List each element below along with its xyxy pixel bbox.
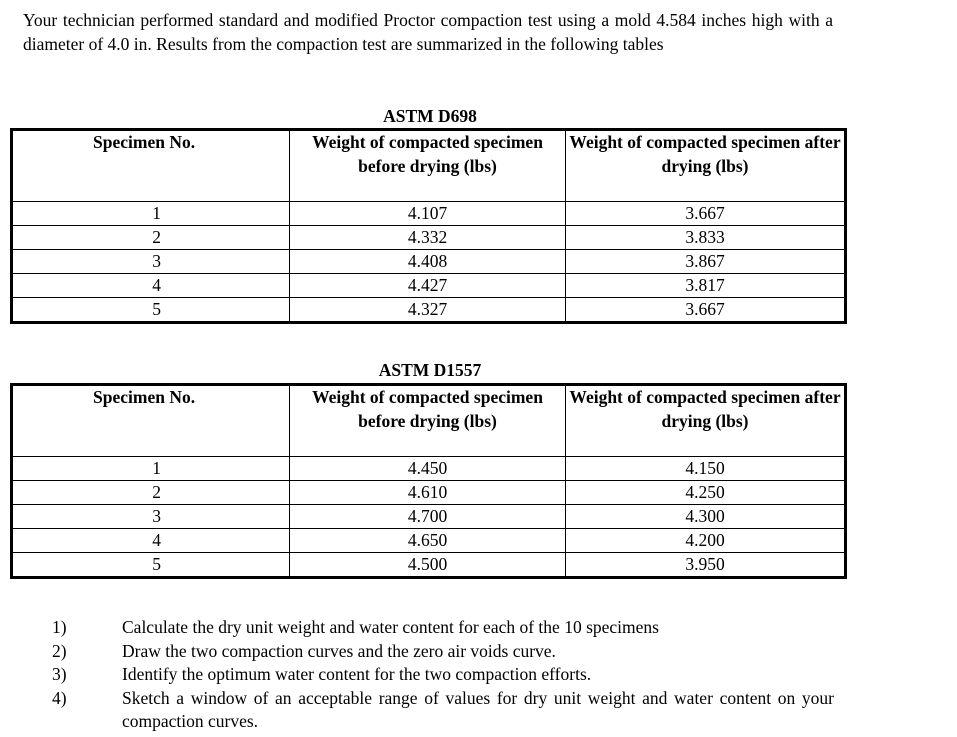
table-row (12, 250, 846, 274)
table1-caption: ASTM D698 (383, 106, 477, 126)
list-item (52, 640, 834, 664)
list-text: Calculate the dry unit weight and water content for each of the 10 specimens (122, 617, 659, 637)
table-row (12, 298, 846, 323)
table-row (12, 529, 846, 553)
table-cell: 4.300 (566, 505, 846, 529)
list-number: 2) (52, 640, 67, 661)
table-cell: 4 (12, 529, 290, 553)
table-cell: 2 (12, 226, 290, 250)
table-cell: 3 (12, 505, 290, 529)
table1-header-after: Weight of compacted specimen after drying (lbs) (566, 130, 846, 202)
table-cell: 1 (12, 202, 290, 226)
table-row (12, 553, 846, 578)
table-cell: 4.408 (290, 250, 566, 274)
table-cell: 2 (12, 481, 290, 505)
table-cell: 4.200 (566, 529, 846, 553)
table-row (12, 202, 846, 226)
table-cell: 4.150 (566, 457, 846, 481)
table-cell: 5 (12, 553, 290, 578)
list-item (52, 687, 834, 734)
table-cell: 4.500 (290, 553, 566, 578)
list-number: 1) (52, 617, 67, 637)
table-cell: 4.427 (290, 274, 566, 298)
table2 (10, 383, 847, 579)
list-item (52, 663, 834, 687)
table-cell: 3.867 (566, 250, 846, 274)
table1 (10, 128, 847, 324)
table-row (12, 505, 846, 529)
table-cell: 4.327 (290, 298, 566, 323)
table-row (12, 274, 846, 298)
table-cell: 3.833 (566, 226, 846, 250)
table-cell: 3.667 (566, 202, 846, 226)
table-cell: 4.250 (566, 481, 846, 505)
intro-paragraph: Your technician performed standard and modified Proctor compaction test using a mold 4.584 inches high with a diameter of 4.0 in. Results from the compaction test are summarized in the following tables (23, 10, 833, 54)
table1-header-specimen: Specimen No. (12, 130, 290, 202)
list-text: Sketch a window of an acceptable range of values for dry unit weight and water content on your compaction curves. (122, 687, 834, 731)
table-cell: 3.950 (566, 553, 846, 578)
list-number: 3) (52, 664, 67, 684)
task-list (52, 616, 834, 734)
list-text: Identify the optimum water content for the two compaction efforts. (122, 664, 592, 684)
table-cell: 3 (12, 250, 290, 274)
table2-caption: ASTM D1557 (378, 360, 482, 380)
table-cell: 4.450 (290, 457, 566, 481)
table-row (12, 481, 846, 505)
table-cell: 5 (12, 298, 290, 323)
table-row (12, 457, 846, 481)
table-cell: 4 (12, 274, 290, 298)
list-number: 4) (52, 687, 67, 708)
table1-header-before: Weight of compacted specimen before drying (lbs) (290, 130, 566, 202)
table-row (12, 226, 846, 250)
table2-header-specimen: Specimen No. (12, 385, 290, 457)
table2-header-after: Weight of compacted specimen after drying (lbs) (566, 385, 846, 457)
list-text: Draw the two compaction curves and the zero air voids curve. (122, 640, 556, 661)
table2-header-before: Weight of compacted specimen before drying (lbs) (290, 385, 566, 457)
table-cell: 3.817 (566, 274, 846, 298)
list-item (52, 616, 834, 640)
table-cell: 4.650 (290, 529, 566, 553)
table-cell: 1 (12, 457, 290, 481)
table-cell: 4.332 (290, 226, 566, 250)
table-cell: 4.107 (290, 202, 566, 226)
table-cell: 3.667 (566, 298, 846, 323)
table-cell: 4.700 (290, 505, 566, 529)
table-cell: 4.610 (290, 481, 566, 505)
